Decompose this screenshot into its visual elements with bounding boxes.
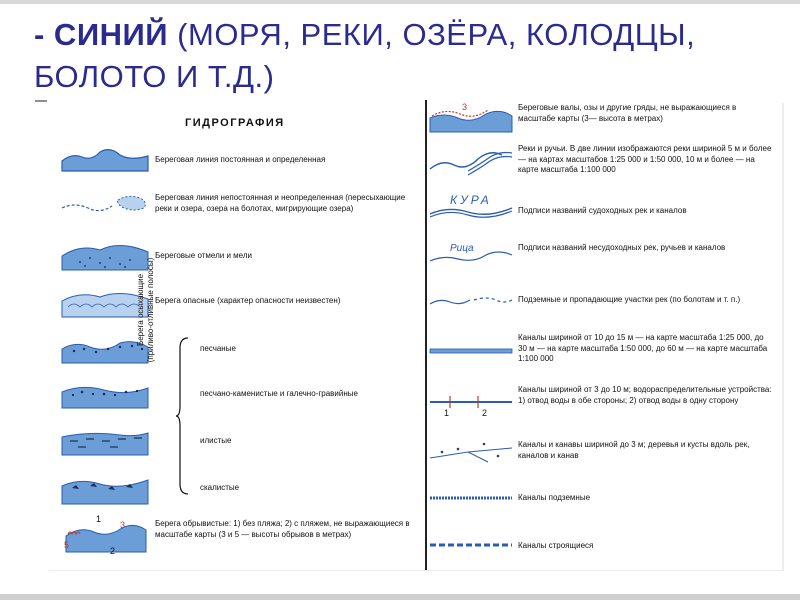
legend-heading: ГИДРОГРАФИЯ xyxy=(185,117,285,129)
cliff-number-2: 2 xyxy=(110,546,116,556)
label-small-names: Подписи названий несудоходных рек, ручьев и каналов xyxy=(518,243,726,252)
slide-top-border xyxy=(0,0,800,4)
cliff-shores-symbol xyxy=(60,512,150,558)
cliff-number-3: 3 xyxy=(120,520,126,530)
label-gravel: песчано-каменистые и галечно-гравийные xyxy=(200,389,358,398)
small-river-name: Рица xyxy=(450,243,474,254)
shoreline-nonpermanent-symbol xyxy=(60,188,150,218)
canal-under-construction-symbol xyxy=(428,538,514,552)
shoreline-permanent-symbol xyxy=(60,143,150,173)
navigable-river-name-symbol xyxy=(428,192,514,222)
drying-silty-symbol xyxy=(60,425,150,457)
label-canal-under-construction: Каналы строящиеся xyxy=(518,541,594,550)
cliff-number-5: 5 xyxy=(64,540,70,550)
label-shoreline-nonpermanent: Береговая линия непостоянная и неопределенная (пересыхающие реки и озера, озера на болотах, мигрирующие озера) xyxy=(155,193,406,213)
label-dangerous-shores: Берега опасные (характер опасности неизвестен) xyxy=(155,296,341,305)
drying-shores-brace xyxy=(176,336,192,496)
label-canal-underground: Каналы подземные xyxy=(518,493,591,502)
cliff-number-1: 1 xyxy=(96,514,102,524)
label-underground-rivers: Подземные и пропадающие участки рек (по болотам и т. п.) xyxy=(518,295,741,304)
brace-label xyxy=(136,225,156,395)
navigable-river-name: КУРА xyxy=(450,193,492,207)
slide-bottom-border xyxy=(0,594,800,600)
label-rivers: Реки и ручьи. В две линии изображаются реки шириной 5 м и более — на картах масштабов 1:25 000 и 1:50 000, 10 м и более — на карте масштаба 1:100 000 xyxy=(518,144,772,174)
label-ridges: Береговые валы, озы и другие гряды, не выражающиеся в масштабе карты (3— высота в метрах) xyxy=(518,103,737,123)
ridge-height-number: 3 xyxy=(462,102,468,112)
canal-medium-symbol xyxy=(428,392,514,418)
label-canal-medium: Каналы шириной от 3 до 10 м; водораспределительные устройства: 1) отвод воды в обе стороны; 2) отвод воды в одну сторону xyxy=(518,385,772,405)
device-number-2: 2 xyxy=(482,408,488,418)
legend-column-divider xyxy=(425,100,427,570)
label-canal-small: Каналы и канавы шириной до 3 м; деревья и кусты вдоль рек, каналов и канав xyxy=(518,440,750,460)
brace-label-1: Берега осыхающие xyxy=(136,273,145,347)
drying-rocky-symbol xyxy=(60,472,150,506)
rivers-symbol xyxy=(428,143,514,177)
slide-title-rest: (МОРЯ, РЕКИ, ОЗЁРА, КОЛОДЦЫ, БОЛОТО И Т.Д.) xyxy=(34,17,696,94)
ridges-symbol xyxy=(428,102,514,134)
small-river-name-symbol xyxy=(428,237,514,267)
device-number-1: 1 xyxy=(444,408,450,418)
slide-title-bold: - СИНИЙ xyxy=(34,17,169,52)
label-cliff-shores: Берега обрывистые: 1) без пляжа; 2) с пляжем, не выражающиеся в масштабе карты (3 и 5 — высоты обрывов в метрах) xyxy=(155,519,410,539)
canal-wide-symbol xyxy=(428,344,514,358)
label-navigable-names: Подписи названий судоходных рек и каналов xyxy=(518,206,687,215)
label-silty: илистые xyxy=(200,436,232,445)
label-rocky: скалистые xyxy=(200,483,240,492)
label-sandy: песчаные xyxy=(200,344,236,353)
slide-title xyxy=(34,14,774,98)
brace-label-2: (приливо-отливные полосы) xyxy=(146,257,155,363)
canal-small-symbol xyxy=(428,440,514,466)
underground-river-symbol xyxy=(428,288,514,312)
canal-underground-symbol xyxy=(428,491,514,505)
label-shoals: Береговые отмели и мели xyxy=(155,251,252,260)
label-shoreline-permanent: Береговая линия постоянная и определенная xyxy=(155,155,326,164)
label-canal-wide: Каналы шириной от 10 до 15 м — на карте масштаба 1:25 000, до 30 м — на карте масштаба 1:50 000, до 60 м — на карте масштаба 1:100 000 xyxy=(518,333,768,363)
